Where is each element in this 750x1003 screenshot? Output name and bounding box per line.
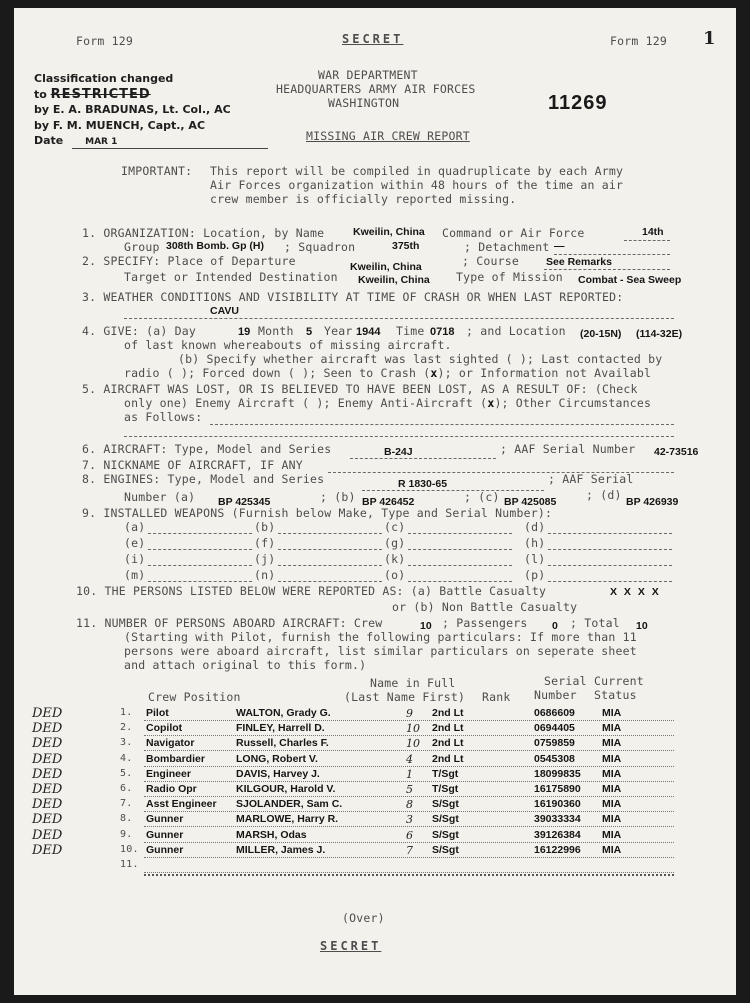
header-name-1: Name in Full xyxy=(370,676,456,690)
weapon-slot-label: (c) xyxy=(384,520,406,534)
crew-row-line xyxy=(144,842,674,843)
crew-row-serial: 0694405 xyxy=(534,722,575,735)
page-number: 1 xyxy=(703,28,716,49)
crew-row-position: Navigator xyxy=(146,737,195,750)
item5-enemy-text: only one) Enemy Aircraft ( ); Enemy Anti-Aircraft ( xyxy=(124,396,488,410)
item4-year: 1944 xyxy=(356,326,381,338)
item9-label: 9. INSTALLED WEAPONS (Furnish below Make, Type and Serial Number): xyxy=(82,506,553,520)
crew-row-status: MIA xyxy=(602,767,622,780)
crew-row-hand-number: 9 xyxy=(406,707,413,720)
header-rank: Rank xyxy=(482,690,511,704)
crew-row-line xyxy=(144,781,674,782)
item1-detachment: — xyxy=(554,240,565,252)
weapon-slot-line xyxy=(408,533,512,534)
item2-label: 2. SPECIFY: Place of Departure xyxy=(82,254,296,268)
item2-course: See Remarks xyxy=(546,256,612,268)
item4-year-label: Year xyxy=(324,324,353,338)
crew-row-status: MIA xyxy=(602,828,622,841)
crew-row-rank: T/Sgt xyxy=(432,783,459,795)
weapon-slot-label: (a) xyxy=(124,520,146,534)
engine-a-serial: BP 425345 xyxy=(218,496,271,508)
weapon-slot-label: (o) xyxy=(384,568,406,582)
crew-row-hand-number: 5 xyxy=(406,783,413,796)
weapon-slot-line xyxy=(148,549,252,550)
item1-group: 308th Bomb. Gp (H) xyxy=(166,240,265,252)
form-number-left: Form 129 xyxy=(76,34,133,48)
item11-total-label: ; Total xyxy=(570,616,620,630)
crew-row-ded-mark: DED xyxy=(32,751,63,767)
crew-row-hand-number: 4 xyxy=(406,752,413,766)
item4-info-text: ); or Information not Availabl xyxy=(437,366,652,380)
header-serial-2: Number xyxy=(534,688,577,702)
item2-mission-label: Type of Mission xyxy=(456,270,563,284)
item7-label: 7. NICKNAME OF AIRCRAFT, IF ANY xyxy=(82,458,303,472)
weapon-slot-label: (p) xyxy=(524,568,546,582)
crew-row-name: KILGOUR, Harold V. xyxy=(236,783,336,795)
crew-row-number: 1. xyxy=(120,707,133,718)
item11-instructions-3: and attach original to this form.) xyxy=(124,658,367,672)
crew-row-serial: 16190360 xyxy=(534,798,581,811)
engine-d-serial: BP 426939 xyxy=(626,496,679,508)
crew-row-name: MARLOWE, Harry R. xyxy=(236,813,339,826)
crew-row-ded-mark: DED xyxy=(32,721,63,737)
weapon-slot-label: (i) xyxy=(124,552,146,566)
crew-row-status: MIA xyxy=(602,737,622,750)
crew-row-hand-number: 8 xyxy=(406,798,413,812)
crew-row-position: Gunner xyxy=(146,813,184,826)
item2-course-line xyxy=(544,269,670,270)
item11-instructions-2: persons were aboard aircraft, list similar particulars on seperate sheet xyxy=(124,644,637,658)
crew-table-end-line xyxy=(144,874,674,876)
crew-row-number: 7. xyxy=(120,798,133,810)
item10-battle-casualty: X X X X xyxy=(610,586,661,598)
item1-location: Kweilin, China xyxy=(353,226,425,238)
item1-detachment-label: ; Detachment xyxy=(464,240,550,254)
crew-row-rank: S/Sgt xyxy=(432,828,459,841)
header-name-2: (Last Name First) xyxy=(344,690,466,704)
crew-row-line xyxy=(144,735,674,736)
crew-row-status: MIA xyxy=(602,707,622,719)
item11-passengers: 0 xyxy=(552,620,558,632)
item4-day: 19 xyxy=(238,326,251,338)
crew-row-serial: 0686609 xyxy=(534,707,575,719)
weapon-slot-line xyxy=(278,549,382,550)
crew-row-serial: 18099835 xyxy=(534,767,581,780)
crew-row-line xyxy=(144,811,674,812)
item4-month: 5 xyxy=(306,326,313,338)
crew-row-name: Russell, Charles F. xyxy=(236,737,329,750)
item8-d-label: ; (d) xyxy=(586,488,622,502)
crew-row-position: Bombardier xyxy=(146,752,205,765)
classification-date-label: Date xyxy=(34,134,64,147)
item6-type: B-24J xyxy=(384,446,413,458)
crew-row-number: 10. xyxy=(120,843,139,855)
item4-location-lat: (20-15N) xyxy=(580,328,622,340)
item8-label: 8. ENGINES: Type, Model and Series xyxy=(82,472,325,486)
crew-row-status: MIA xyxy=(602,798,622,811)
weapon-slot-label: (l) xyxy=(524,552,546,566)
item4-location-long: (114-32E) xyxy=(636,328,683,340)
weapon-slot-label: (g) xyxy=(384,536,406,550)
secret-header: SECRET xyxy=(342,32,404,46)
weapon-slot-line xyxy=(278,533,382,534)
weapon-slot-line xyxy=(148,581,252,582)
crew-row-serial: 16122996 xyxy=(534,843,581,856)
weapon-slot-label: (b) xyxy=(254,520,276,534)
crew-row-rank: S/Sgt xyxy=(432,798,459,811)
item5-aa-mark: x xyxy=(487,396,495,410)
crew-row-number: 5. xyxy=(120,767,133,779)
crew-row-number: 4. xyxy=(120,752,133,764)
crew-row-hand-number: 3 xyxy=(406,813,413,827)
weapon-slot-line xyxy=(278,581,382,582)
important-line-2: Air Forces organization within 48 hours of the time an air xyxy=(210,178,624,192)
crew-row-rank: S/Sgt xyxy=(432,813,459,826)
weapon-slot-line xyxy=(278,565,382,566)
weapon-slot-line xyxy=(548,549,672,550)
weapon-slot-line xyxy=(408,581,512,582)
item10-non-battle: or (b) Non Battle Casualty xyxy=(392,600,578,614)
item3-label: 3. WEATHER CONDITIONS AND VISIBILITY AT TIME OF CRASH OR WHEN LAST REPORTED: xyxy=(82,290,624,304)
crew-row-name: FINLEY, Harrell D. xyxy=(236,722,325,735)
crew-row-status: MIA xyxy=(602,722,622,735)
classification-line-1: Classification changed xyxy=(34,72,174,85)
item2-departure: Kweilin, China xyxy=(350,261,422,273)
crew-row-number: 8. xyxy=(120,813,133,825)
crew-row-name: LONG, Robert V. xyxy=(236,752,318,765)
crew-row-rank: T/Sgt xyxy=(432,767,459,780)
item2-destination: Kweilin, China xyxy=(358,274,430,286)
item8-c-label: ; (c) xyxy=(464,490,500,504)
crew-row-number: 9. xyxy=(120,828,133,840)
crew-row-number: 2. xyxy=(120,722,133,734)
item2-destination-label: Target or Intended Destination xyxy=(124,270,338,284)
crew-row-status: MIA xyxy=(602,813,622,826)
item4-radio xyxy=(124,366,651,380)
crew-row-hand-number: 6 xyxy=(406,828,413,842)
crew-row-status: MIA xyxy=(602,843,622,856)
item3-weather: CAVU xyxy=(210,305,239,317)
item10-label: 10. THE PERSONS LISTED BELOW WERE REPORTED AS: (a) Battle Casualty xyxy=(76,584,547,598)
report-number: 11269 xyxy=(548,92,608,114)
item3-line xyxy=(124,318,674,319)
crew-row-line xyxy=(144,857,674,858)
crew-row-ded-mark: DED xyxy=(32,842,63,858)
weapon-slot-line xyxy=(148,533,252,534)
crew-row-position: Gunner xyxy=(146,843,184,856)
item11-passengers-label: ; Passengers xyxy=(442,616,528,630)
crew-row-number: 11. xyxy=(120,859,139,870)
crew-row-hand-number: 10 xyxy=(406,737,420,751)
weapon-slot-line xyxy=(408,565,512,566)
crew-row-ded-mark: DED xyxy=(32,766,63,782)
crew-row-hand-number: 10 xyxy=(406,722,420,736)
crew-row-number: 3. xyxy=(120,737,133,749)
weapon-slot-label: (n) xyxy=(254,568,276,582)
weapon-slot-line xyxy=(548,565,672,566)
header-serial-1: Serial xyxy=(544,674,587,688)
crew-row-line xyxy=(144,826,674,827)
crew-row-name: DAVIS, Harvey J. xyxy=(236,767,320,780)
crew-row-position: Asst Engineer xyxy=(146,798,217,811)
item4-radio-text: radio ( ); Forced down ( ); Seen to Crash ( xyxy=(124,366,431,380)
item5-label: 5. AIRCRAFT WAS LOST, OR IS BELIEVED TO HAVE BEEN LOST, AS A RESULT OF: (Check xyxy=(82,382,638,396)
weapon-slot-line xyxy=(548,533,672,534)
item8-type: R 1830-65 xyxy=(398,478,448,490)
item8-number-label: Number (a) xyxy=(124,490,196,504)
classification-line-3: by E. A. BRADUNAS, Lt. Col., AC xyxy=(34,103,231,116)
crew-row-position: Copilot xyxy=(146,722,183,735)
item1-command-line xyxy=(624,240,670,241)
item5-other-text: ); Other Circumstances xyxy=(494,396,652,410)
engine-b-serial: BP 426452 xyxy=(362,496,415,508)
important-line-1: This report will be compiled in quadruplicate by each Army xyxy=(210,164,624,178)
engine-c-serial: BP 425085 xyxy=(504,496,557,508)
dept-line-2: HEADQUARTERS ARMY AIR FORCES xyxy=(276,82,476,96)
crew-row-name: MARSH, Odas xyxy=(236,828,307,841)
weapon-slot-label: (m) xyxy=(124,568,146,582)
crew-row-ded-mark: DED xyxy=(32,797,63,813)
item1-squadron: 375th xyxy=(392,240,420,252)
item1-squadron-label: ; Squadron xyxy=(284,240,356,254)
classification-line-4: by F. M. MUENCH, Capt., AC xyxy=(34,119,206,132)
item4-whereabouts: of last known whereabouts of missing aircraft. xyxy=(124,338,452,352)
crew-row-status: MIA xyxy=(602,783,622,795)
item4-location-label: ; and Location xyxy=(466,324,566,338)
item11-crew: 10 xyxy=(420,620,432,632)
item2-course-label: ; Course xyxy=(462,254,519,268)
weapon-slot-line xyxy=(548,581,672,582)
crew-row-ded-mark: DED xyxy=(32,736,63,752)
item6-label: 6. AIRCRAFT: Type, Model and Series xyxy=(82,442,332,456)
item4-sighted: (b) Specify whether aircraft was last sighted ( ); Last contacted by xyxy=(178,352,663,366)
item5-enemy xyxy=(124,396,651,410)
item6-type-line xyxy=(350,458,496,459)
secret-footer: SECRET xyxy=(320,939,382,953)
crew-row-line xyxy=(144,750,674,751)
crew-row-position: Pilot xyxy=(146,707,169,719)
classification-value: RESTRICTED xyxy=(50,87,151,102)
crew-row-rank: 2nd Lt xyxy=(432,752,464,765)
crew-row-rank: 2nd Lt xyxy=(432,707,464,719)
item4-label: 4. GIVE: (a) Day xyxy=(82,324,196,338)
crew-row-status: MIA xyxy=(602,752,622,765)
weapon-slot-label: (e) xyxy=(124,536,146,550)
header-crew-position: Crew Position xyxy=(148,690,241,704)
item4-time-label: Time xyxy=(396,324,425,338)
item6-serial-label: ; AAF Serial Number xyxy=(500,442,636,456)
item8-type-line xyxy=(362,490,544,491)
crew-row-serial: 0759859 xyxy=(534,737,575,750)
crew-row-name: SJOLANDER, Sam C. xyxy=(236,798,343,811)
item8-serial-label: ; AAF Serial xyxy=(548,472,634,486)
item5-line-1 xyxy=(210,424,674,425)
weapon-slot-line xyxy=(408,549,512,550)
item2-mission: Combat - Sea Sweep xyxy=(578,274,682,286)
classification-date-line xyxy=(72,148,268,149)
crew-row-rank: 2nd Lt xyxy=(432,737,464,750)
crew-row-ded-mark: DED xyxy=(32,827,63,843)
item4-month-label: Month xyxy=(258,324,294,338)
crew-row-name: WALTON, Grady G. xyxy=(236,707,331,719)
header-status-2: Status xyxy=(594,688,637,702)
document-page xyxy=(14,8,736,995)
crew-row-line xyxy=(144,796,674,797)
classification-line-5 xyxy=(34,134,117,147)
weapon-slot-label: (f) xyxy=(254,536,276,550)
important-line-3: crew member is officially reported missing. xyxy=(210,192,517,206)
item1-detachment-line xyxy=(554,254,670,255)
crew-row-position: Gunner xyxy=(146,828,184,841)
item1-group-label: Group xyxy=(124,240,160,254)
form-number-right: Form 129 xyxy=(610,34,667,48)
item1-command-label: Command or Air Force xyxy=(442,226,585,240)
item5-line-2 xyxy=(124,436,674,437)
item11-label: 11. NUMBER OF PERSONS ABOARD AIRCRAFT: Crew xyxy=(76,616,383,630)
classification-line-2 xyxy=(34,87,151,102)
crew-row-line xyxy=(144,872,674,873)
crew-row-number: 6. xyxy=(120,783,133,794)
crew-row-name: MILLER, James J. xyxy=(236,843,326,856)
item6-serial: 42-73516 xyxy=(654,446,699,458)
item1-command: 14th xyxy=(642,226,664,238)
header-status-1: Current xyxy=(594,674,644,688)
item11-instructions-1: (Starting with Pilot, furnish the following particulars: If more than 11 xyxy=(124,630,637,644)
weapon-slot-label: (j) xyxy=(254,552,276,566)
crew-row-ded-mark: DED xyxy=(32,782,63,797)
weapon-slot-label: (d) xyxy=(524,520,546,534)
classification-to: to xyxy=(34,88,47,101)
dept-line-3: WASHINGTON xyxy=(328,96,400,110)
item1-label: 1. ORGANIZATION: Location, by Name xyxy=(82,226,325,240)
report-title: MISSING AIR CREW REPORT xyxy=(306,129,470,143)
crew-row-position: Engineer xyxy=(146,767,191,780)
item4-time: 0718 xyxy=(430,326,455,338)
weapon-slot-label: (h) xyxy=(524,536,546,550)
classification-date: MAR 1 xyxy=(85,137,118,147)
item8-b-label: ; (b) xyxy=(320,490,356,504)
weapon-slot-line xyxy=(148,565,252,566)
crew-row-position: Radio Opr xyxy=(146,783,197,795)
item4-crash-mark: x xyxy=(430,366,438,380)
over-label: (Over) xyxy=(342,911,385,925)
crew-row-serial: 0545308 xyxy=(534,752,575,765)
crew-row-serial: 39126384 xyxy=(534,828,581,841)
crew-row-line xyxy=(144,720,674,721)
important-label: IMPORTANT: xyxy=(121,164,193,178)
item5-as-follows: as Follows: xyxy=(124,410,203,424)
weapon-slot-label: (k) xyxy=(384,552,406,566)
item11-total: 10 xyxy=(636,620,648,632)
crew-row-serial: 16175890 xyxy=(534,783,581,795)
crew-row-ded-mark: DED xyxy=(32,706,63,721)
crew-row-hand-number: 7 xyxy=(406,843,413,857)
crew-row-hand-number: 1 xyxy=(406,767,413,781)
dept-line-1: WAR DEPARTMENT xyxy=(318,68,418,82)
crew-row-serial: 39033334 xyxy=(534,813,581,826)
crew-row-rank: 2nd Lt xyxy=(432,722,464,735)
crew-row-rank: S/Sgt xyxy=(432,843,459,856)
crew-row-line xyxy=(144,766,674,767)
crew-row-ded-mark: DED xyxy=(32,812,63,828)
